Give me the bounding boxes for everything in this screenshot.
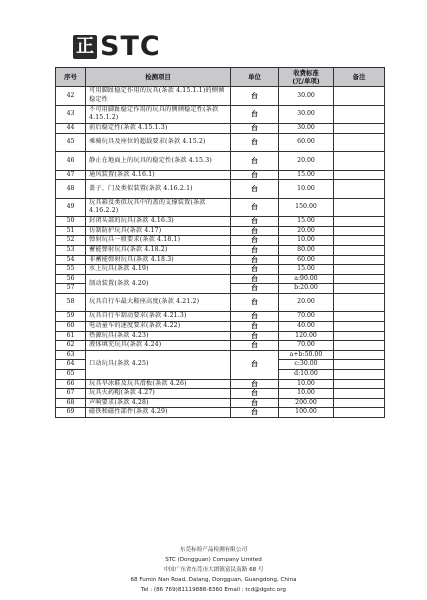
row-number: 55 [56, 265, 86, 275]
row-unit: 台 [231, 198, 279, 217]
row-unit: 台 [231, 389, 279, 399]
table-row [56, 236, 385, 246]
table-row [56, 398, 385, 408]
table-header-row [56, 68, 385, 87]
row-number: 69 [56, 408, 86, 418]
row-number: 45 [56, 133, 86, 152]
row-fee: 20.00 [279, 226, 334, 236]
row-fee: 10.00 [279, 379, 334, 389]
row-fee: 30.00 [279, 87, 334, 106]
row-number: 65 [56, 370, 86, 380]
logo-text: STC [100, 31, 161, 62]
row-number: 50 [56, 217, 86, 227]
row-fee: 80.00 [279, 245, 334, 255]
row-unit: 台 [231, 312, 279, 322]
row-item: 声响要求(条款 4.28) [86, 398, 231, 408]
footer-address-cn: 中国广东省东莞市大朗镇富民南路 68 号 [163, 567, 264, 573]
row-fee: a:90.00 [279, 274, 334, 284]
row-unit: 台 [231, 87, 279, 106]
row-remark [334, 180, 385, 199]
header-remark: 备注 [334, 68, 385, 87]
row-item: 乘骑玩具及座位的超载要求(条款 4.15.2) [86, 133, 231, 152]
row-remark [334, 236, 385, 246]
row-fee: 120.00 [279, 331, 334, 341]
row-item: 玩具旱冰鞋及玩具滑板(条款 4.26) [86, 379, 231, 389]
table-row [56, 293, 385, 312]
row-unit: 台 [231, 293, 279, 312]
row-remark [334, 284, 385, 294]
table-row [56, 105, 385, 124]
table-row [56, 379, 385, 389]
table-row [56, 255, 385, 265]
table-row [56, 408, 385, 418]
table-row [56, 180, 385, 199]
row-number: 48 [56, 180, 86, 199]
row-fee: b:20.00 [279, 284, 334, 294]
row-remark [334, 379, 385, 389]
row-remark [334, 226, 385, 236]
table-row [56, 170, 385, 180]
row-unit: 台 [231, 133, 279, 152]
row-fee: 10.00 [279, 236, 334, 246]
row-number: 44 [56, 124, 86, 134]
row-item: 静止在地面上的玩具的稳定性(条款 4.15.3) [86, 152, 231, 171]
row-unit: 台 [231, 236, 279, 246]
row-number: 47 [56, 170, 86, 180]
row-unit: 台 [231, 398, 279, 408]
row-unit: 台 [231, 226, 279, 236]
row-fee: 20.00 [279, 152, 334, 171]
row-unit: 台 [231, 322, 279, 332]
row-number: 59 [56, 312, 86, 322]
row-fee: c:30.00 [279, 360, 334, 370]
row-fee: 60.00 [279, 133, 334, 152]
row-number: 60 [56, 322, 86, 332]
table-row [56, 217, 385, 227]
row-number: 43 [56, 105, 86, 124]
row-item: 玩具箱及类似玩具中的盖的支撑装置(条款 4.16.2.2) [86, 198, 231, 217]
row-fee: 40.00 [279, 322, 334, 332]
row-fee: 70.00 [279, 312, 334, 322]
header-no: 序号 [56, 68, 86, 87]
row-remark [334, 360, 385, 370]
row-unit: 台 [231, 408, 279, 418]
row-remark [334, 265, 385, 275]
table-row [56, 226, 385, 236]
row-item: 口动玩具(条款 4.25) [86, 350, 231, 379]
row-unit: 台 [231, 284, 279, 294]
row-number: 62 [56, 341, 86, 351]
footer [0, 545, 427, 595]
row-item: 磁铁和磁性部件(条款 4.29) [86, 408, 231, 418]
row-remark [334, 389, 385, 399]
table-row [56, 331, 385, 341]
row-remark [334, 124, 385, 134]
row-item: 玩具自行车最大鞍座高度(条款 4.21.2) [86, 293, 231, 312]
row-fee: 20.00 [279, 293, 334, 312]
row-fee: 10.00 [279, 389, 334, 399]
row-fee: 200.00 [279, 398, 334, 408]
row-remark [334, 341, 385, 351]
row-item: 封闭头部的玩具(条款 4.16.3) [86, 217, 231, 227]
row-remark [334, 133, 385, 152]
row-fee: 100.00 [279, 408, 334, 418]
table-row [56, 312, 385, 322]
row-unit: 台 [231, 274, 279, 284]
row-item: 电动童车的速度要求(条款 4.22) [86, 322, 231, 332]
row-number: 56 [56, 274, 86, 284]
row-item: 不可用脚趾稳定作用的玩具的侧倾稳定性(条款 4.15.1.2) [86, 105, 231, 124]
row-unit: 台 [231, 124, 279, 134]
table-row [56, 124, 385, 134]
row-unit: 台 [231, 180, 279, 199]
table-row [56, 265, 385, 275]
row-number: 42 [56, 87, 86, 106]
row-fee: 30.00 [279, 105, 334, 124]
row-item: 通风装置(条款 4.16.1) [86, 170, 231, 180]
row-item: 制动装置(条款 4.20) [86, 274, 231, 293]
row-number: 54 [56, 255, 86, 265]
row-number: 46 [56, 152, 86, 171]
row-remark [334, 350, 385, 360]
row-remark [334, 245, 385, 255]
row-item: 玩具火药帽(条款 4.27) [86, 389, 231, 399]
row-unit: 台 [231, 105, 279, 124]
row-item: 可用脚趾稳定作用的玩具(条款 4.15.1.1)的侧倾稳定性 [86, 87, 231, 106]
table-row [56, 341, 385, 351]
table-row [56, 133, 385, 152]
row-number: 57 [56, 284, 86, 294]
row-remark [334, 170, 385, 180]
row-fee: 70.00 [279, 341, 334, 351]
row-fee: 10.00 [279, 180, 334, 199]
row-fee: 15.00 [279, 265, 334, 275]
table-row [56, 274, 385, 284]
row-number: 67 [56, 389, 86, 399]
row-number: 53 [56, 245, 86, 255]
row-remark [334, 274, 385, 284]
footer-address-en: 68 Fumin Nan Road, Dalang, Dongguan, Guangdong, China [130, 577, 297, 583]
row-remark [334, 322, 385, 332]
row-unit: 台 [231, 152, 279, 171]
row-item: 液体填充玩具(条款 4.24) [86, 341, 231, 351]
row-unit: 台 [231, 341, 279, 351]
row-number: 66 [56, 379, 86, 389]
row-number: 58 [56, 293, 86, 312]
row-remark [334, 370, 385, 380]
table-row [56, 198, 385, 217]
header-unit: 单位 [231, 68, 279, 87]
company-logo [73, 31, 178, 62]
table-row [56, 322, 385, 332]
row-number: 51 [56, 226, 86, 236]
row-fee: d:10.00 [279, 370, 334, 380]
row-number: 52 [56, 236, 86, 246]
footer-contact: Tel : (86 769)81119888-8360 Email : tcd@dgstc.org [141, 587, 286, 593]
table-row [56, 87, 385, 106]
row-fee: a+b:50.00 [279, 350, 334, 360]
row-fee: 60.00 [279, 255, 334, 265]
footer-company-en: STC (Dongguan) Company Limited [165, 557, 262, 563]
row-remark [334, 87, 385, 106]
table-row [56, 350, 385, 360]
row-item: 水上玩具(条款 4.19) [86, 265, 231, 275]
header-item: 检测项目 [86, 68, 231, 87]
row-number: 63 [56, 350, 86, 360]
table-row [56, 389, 385, 399]
row-number: 49 [56, 198, 86, 217]
row-remark [334, 198, 385, 217]
row-remark [334, 255, 385, 265]
row-item: 非蓄能弹射玩具(条款 4.18.3) [86, 255, 231, 265]
fee-table [55, 67, 385, 418]
row-item: 盖子、门及类似装置(条款 4.16.2.1) [86, 180, 231, 199]
row-unit: 台 [231, 350, 279, 379]
row-fee: 15.00 [279, 217, 334, 227]
row-item: 仿制防护玩具(条款 4.17) [86, 226, 231, 236]
row-remark [334, 152, 385, 171]
row-remark [334, 105, 385, 124]
row-item: 弹射玩具一般要求(条款 4.18.1) [86, 236, 231, 246]
row-number: 64 [56, 360, 86, 370]
row-remark [334, 408, 385, 418]
row-remark [334, 331, 385, 341]
row-unit: 台 [231, 255, 279, 265]
row-item: 玩具自行车制动要求(条款 4.21.3) [86, 312, 231, 322]
row-fee: 30.00 [279, 124, 334, 134]
row-fee: 150.00 [279, 198, 334, 217]
header-fee: 收费标准 (元/单项) [279, 68, 334, 87]
row-unit: 台 [231, 265, 279, 275]
row-unit: 台 [231, 217, 279, 227]
table-row [56, 245, 385, 255]
row-item: 蓄能弹射玩具(条款 4.18.2) [86, 245, 231, 255]
table-row [56, 152, 385, 171]
row-number: 68 [56, 398, 86, 408]
row-number: 61 [56, 331, 86, 341]
row-unit: 台 [231, 379, 279, 389]
row-remark [334, 293, 385, 312]
logo-mark-icon: 正 [73, 35, 97, 59]
row-remark [334, 217, 385, 227]
row-fee: 15.00 [279, 170, 334, 180]
row-item: 前后稳定性(条款 4.15.1.3) [86, 124, 231, 134]
row-unit: 台 [231, 170, 279, 180]
row-remark [334, 312, 385, 322]
row-unit: 台 [231, 245, 279, 255]
row-unit: 台 [231, 331, 279, 341]
row-item: 热源玩具(条款 4.23) [86, 331, 231, 341]
row-remark [334, 398, 385, 408]
footer-company-cn: 东莞标检产品检测有限公司 [179, 547, 248, 553]
